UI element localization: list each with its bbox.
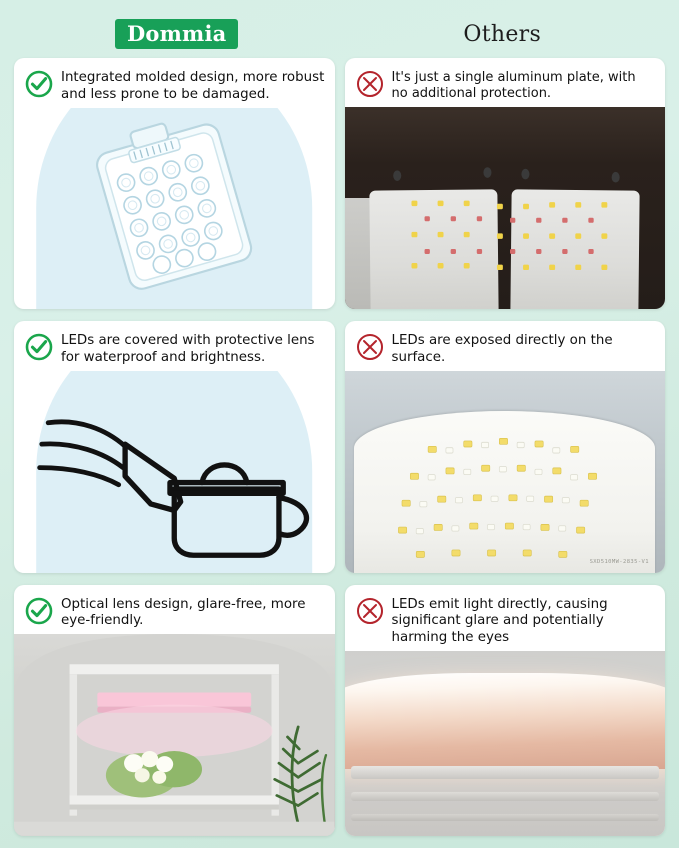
cross-circle-icon [356,70,384,98]
card-good-1 [14,58,335,309]
card-bad-1-body [345,107,666,310]
card-bad-1 [345,58,666,309]
two-bare-aluminum-plates-photo [345,107,666,310]
card-good-1-body [14,108,335,310]
card-bad-3 [345,585,666,836]
card-bad-2-text: LEDs are exposed directly on the surface. [391,333,613,366]
card-good-3-body [14,634,335,836]
header-others-column [340,22,666,47]
card-good-3-text: Optical lens design, glare-free, more eye-friendly. [61,596,306,629]
card-good-3 [14,585,335,836]
card-bad-3-text: LEDs emit light directly, causing significant glare and potentially harming the eyes [391,596,608,646]
card-bad-1-head [345,58,666,107]
card-good-2-head [14,321,335,371]
card-good-2 [14,321,335,572]
check-circle-icon [25,333,53,361]
card-good-2-body [14,371,335,573]
board-code-label: SXD510MW-2835-V1 [589,558,649,565]
card-bad-3-body [345,651,666,836]
grow-light-over-plants-photo [14,634,335,836]
header [14,10,665,58]
cross-circle-icon [356,333,384,361]
card-bad-1-text: It's just a single aluminum plate, with no additional protection. [391,70,636,102]
check-circle-icon [25,70,53,98]
watering-can-line-drawing [14,371,335,573]
card-good-3-head [14,585,335,635]
card-bad-2-body [345,371,666,573]
card-bad-3-head [345,585,666,651]
cross-circle-icon [356,597,384,625]
card-good-2-text: LEDs are covered with protective lens for waterproof and brightness. [61,333,315,366]
comparison-grid [14,58,665,836]
check-circle-icon [25,597,53,625]
exposed-led-board-photo [345,371,666,573]
brand-label: Dommia [127,21,227,46]
led-module-molded-panel-illustration [14,108,335,310]
header-brand-column [14,19,340,49]
glare-panel-photo [345,651,666,836]
card-bad-2 [345,321,666,572]
card-good-1-text: Integrated molded design, more robust and less prone to be damaged. [61,70,325,102]
card-good-1-head [14,58,335,108]
brand-logo [115,19,238,49]
card-bad-2-head [345,321,666,371]
others-label: Others [463,21,542,47]
